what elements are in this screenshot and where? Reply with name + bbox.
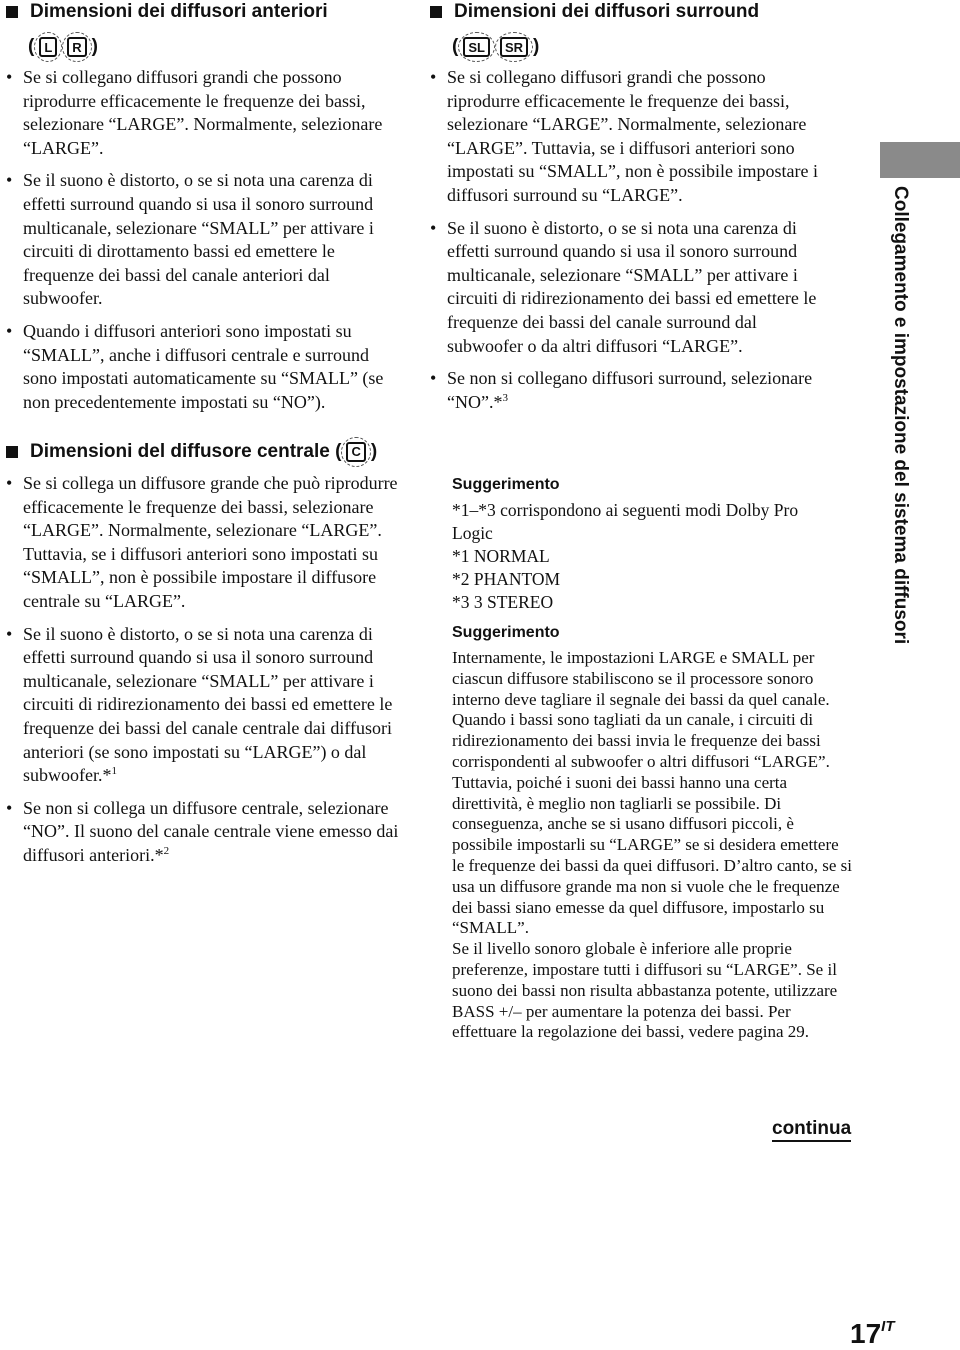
tip-paragraph: Se il livello sonoro globale è inferiore alle proprie preferenze, impostare tutti i diffusori su “LARGE”. Se il suono dei bassi non risulta abbastanza potente, utilizzare BASS +/– per aumentare la potenza dei bassi. Per effettuare la regolazione dei bassi, vedere pagina 29.: [452, 939, 838, 1042]
list-item: • Se si collegano diffusori grandi che possono riprodurre efficacemente le frequenze dei bassi, selezionare “LARGE”. Normalmente, selezionare “LARGE”. Tuttavia, se i diffusori anteriori sono impostati su “SMALL”, non è possibile impostare i diffusori surround su “LARGE”.: [430, 66, 830, 208]
section-square-icon: [6, 6, 18, 18]
page-number-value: 17: [850, 1318, 882, 1349]
center-speaker-heading: [6, 440, 377, 464]
list-item: • Se si collega un diffusore grande che può riprodurre efficacemente le frequenze dei bassi, selezionare “LARGE”. Normalmente, selezionare “LARGE”. Tuttavia, se i diffusori anteriori sono impostati su “SMALL”, non è possibile impostare il diffusore centrale su “LARGE”.: [6, 472, 406, 614]
surround-bullet-3-text: Se non si collegano diffusori surround, selezionare “NO”.*: [447, 368, 813, 412]
center-bullet-3-text: Se non si collega un diffusore centrale, selezionare “NO”. Il suono del canale centrale viene emesso dai diffusori anteriori.*: [23, 797, 399, 865]
list-item: [6, 797, 406, 868]
continue-label: continua: [772, 1118, 851, 1142]
paren-open: (: [28, 36, 35, 57]
front-speakers-heading: [6, 0, 328, 24]
speaker-sl-icon: SL: [463, 37, 490, 57]
tip-line: *3 3 STEREO: [452, 592, 554, 612]
speaker-r-icon: R: [67, 37, 86, 57]
footnote-marker: 2: [163, 844, 170, 857]
paren-open: (: [452, 36, 459, 57]
speaker-sr-icon: SR: [500, 37, 528, 57]
list-item: [6, 623, 406, 788]
list-item: • Quando i diffusori anteriori sono impostati su “SMALL”, anche i diffusori centrale e surround sono impostati automaticamente su “SMALL” (se non precedentemente impostati su “NO”).: [6, 320, 406, 414]
center-bullet-2-text: Se il suono è distorto, o se si nota una carenza di effetti surround quando si usa il sonoro surround multicanale, selezionare “SMALL” per attivare i circuiti di ridirezionamento dei bassi ed emettere le frequenze dei bassi del canale centrale dai diffusori anteriori (se sono impostati su “LARGE”) o dal subwoofer.*: [23, 623, 393, 786]
tip-line: *2 PHANTOM: [452, 569, 561, 589]
front-heading-text: Dimensioni dei diffusori anteriori: [30, 1, 328, 22]
paren-close: ): [91, 36, 98, 57]
tip-paragraph: Tuttavia, poiché i suoni dei bassi hanno una certa direttività, è meglio non tagliarli se possibile. Di conseguenza, anche se si usano diffusori piccoli, è possibile impostarli su “LARGE” se si desidera emettere le frequenze dei bassi da quei diffusori. D’altro canto, se si usa un diffusore grande ma non si vuole che le frequenze dei bassi siano emesse da quel diffusore, impostarlo su “SMALL”.: [452, 772, 852, 938]
tip-line: *1–*3 corrispondono ai seguenti modi Dolby Pro Logic: [452, 500, 799, 543]
center-bullets: [6, 472, 406, 877]
tip-title-1: Suggerimento: [452, 476, 560, 493]
section-square-icon: [6, 446, 18, 458]
paren-close: ): [533, 36, 540, 57]
tip-line: *1 NORMAL: [452, 546, 550, 566]
speaker-l-icon: L: [39, 37, 57, 57]
surround-icons: [452, 36, 539, 58]
footnote-marker: 1: [111, 765, 117, 778]
tip-title-2: Suggerimento: [452, 624, 560, 641]
footnote-marker: 3: [502, 391, 508, 404]
center-heading-text: Dimensioni del diffusore centrale (: [30, 441, 342, 462]
section-square-icon: [430, 6, 442, 18]
front-icons: [28, 36, 98, 58]
tip-paragraph: Internamente, le impostazioni LARGE e SMALL per ciascun diffusore stabiliscono se il processore sonoro interno deve tagliare il segnale dei bassi da quel canale. Quando i bassi sono tagliati da un canale, i circuiti di ridirezionamento dei bassi invia le frequenze dei bassi corrispondenti al subwoofer o altri diffusori “LARGE”.: [452, 648, 830, 771]
surround-bullets: [430, 66, 830, 423]
tip-lines: [452, 499, 832, 614]
side-tab-marker: [880, 142, 960, 178]
front-bullets: [6, 66, 406, 423]
list-item: [430, 367, 830, 414]
speaker-c-icon: C: [346, 442, 365, 462]
tip-body: [452, 648, 852, 1043]
side-tab-label: [885, 186, 915, 746]
list-item: • Se il suono è distorto, o se si nota una carenza di effetti surround quando si usa il sonoro surround multicanale, selezionare “SMALL” per attivare i circuiti di ridirezionamento dei bassi ed emettere le frequenze dei bassi del canale surround dal subwoofer o da altri diffusori “LARGE”.: [430, 217, 830, 359]
page-number: [850, 1318, 895, 1350]
surround-speakers-heading: [430, 0, 759, 24]
surround-heading-text: Dimensioni dei diffusori surround: [454, 1, 760, 22]
center-heading-close: ): [370, 441, 378, 462]
list-item: • Se si collegano diffusori grandi che possono riprodurre efficacemente le frequenze dei bassi, selezionare “LARGE”. Normalmente, selezionare “LARGE”.: [6, 66, 406, 160]
side-tab-text: Collegamento e impostazione del sistema diffusori: [890, 186, 911, 645]
list-item: • Se il suono è distorto, o se si nota una carenza di effetti surround quando si usa il sonoro surround multicanale, selezionare “SMALL” per attivare i circuiti di dirottamento bassi ed emettere le frequenze dei bassi del canale anteriori dal subwoofer.: [6, 169, 406, 311]
page-language-suffix: IT: [881, 1318, 895, 1335]
